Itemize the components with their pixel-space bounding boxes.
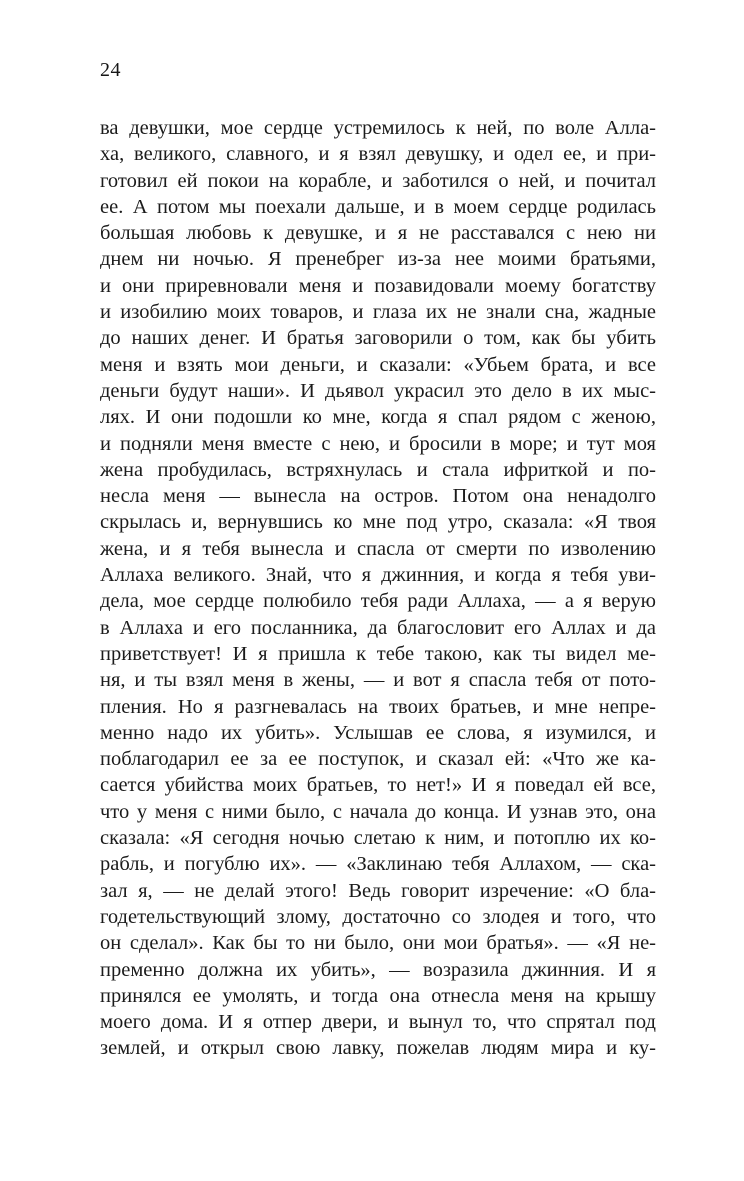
text-line: большая любовь к девушке, и я не расставался с нею ни bbox=[100, 222, 656, 245]
text-line: зал я, — не делай этого! Ведь говорит изречение: «О бла- bbox=[100, 879, 656, 902]
text-line: менно надо их убить». Услышав ее слова, я изумился, и bbox=[100, 721, 656, 744]
text-line: днем ни ночью. Я пренебрег из-за нее моими братьями, bbox=[100, 248, 656, 271]
text-line: землей, и открыл свою лавку, пожелав людям мира и ку- bbox=[100, 1037, 656, 1060]
text-line: пления. Но я разгневалась на твоих братьев, и мне непре- bbox=[100, 695, 656, 718]
text-line: скрылась и, вернувшись ко мне под утро, сказала: «Я твоя bbox=[100, 511, 656, 534]
text-line: ня, и ты взял меня в жены, — и вот я спасла тебя от пото- bbox=[100, 669, 656, 692]
page-number: 24 bbox=[100, 59, 121, 81]
text-line: ва девушки, мое сердце устремилось к ней, по воле Алла- bbox=[100, 117, 656, 139]
text-line: в Аллаха и его посланника, да благословит его Аллах и да bbox=[100, 616, 656, 639]
text-line: годетельствующий злому, достаточно со злодея и того, что bbox=[100, 905, 656, 928]
text-line: и изобилию моих товаров, и глаза их не знали сна, жадные bbox=[100, 301, 656, 324]
text-line: пременно должна их убить», — возразила джинния. И я bbox=[100, 958, 656, 981]
text-line: ее. А потом мы поехали дальше, и в моем сердце родилась bbox=[100, 195, 656, 218]
text-line: несла меня — вынесла на остров. Потом она ненадолго bbox=[100, 485, 656, 508]
text-line: принялся ее умолять, и тогда она отнесла меня на крышу bbox=[100, 984, 656, 1007]
text-line: жена пробудилась, встряхнулась и стала ифриткой и по- bbox=[100, 458, 656, 481]
text-line: ха, великого, славного, и я взял девушку, и одел ее, и при- bbox=[100, 143, 656, 166]
body-text-block bbox=[100, 115, 656, 1062]
text-line: сказала: «Я сегодня ночью слетаю к ним, и потоплю их ко- bbox=[100, 827, 656, 850]
text-line: рабль, и погублю их». — «Заклинаю тебя Аллахом, — ска- bbox=[100, 853, 656, 876]
text-line: готовил ей покои на корабле, и заботился о ней, и почитал bbox=[100, 169, 656, 192]
text-line: дела, мое сердце полюбило тебя ради Аллаха, — а я верую bbox=[100, 590, 656, 613]
text-line: и они приревновали меня и позавидовали моему богатству bbox=[100, 274, 656, 297]
text-line: сается убийства моих братьев, то нет!» И я поведал ей все, bbox=[100, 774, 656, 797]
text-line: что у меня с ними было, с начала до конца. И узнав это, она bbox=[100, 800, 656, 823]
text-line: и подняли меня вместе с нею, и бросили в море; и тут моя bbox=[100, 432, 656, 455]
text-line: Аллаха великого. Знай, что я джинния, и когда я тебя уви- bbox=[100, 564, 656, 587]
text-line: моего дома. И я отпер двери, и вынул то, что спрятал под bbox=[100, 1011, 656, 1034]
text-line: деньги будут наши». И дьявол украсил это дело в их мыс- bbox=[100, 379, 656, 402]
text-line: меня и взять мои деньги, и сказали: «Убьем брата, и все bbox=[100, 353, 656, 376]
text-line: лях. И они подошли ко мне, когда я спал рядом с женою, bbox=[100, 406, 656, 429]
text-line: приветствует! И я пришла к тебе такою, как ты видел ме- bbox=[100, 642, 656, 665]
text-line: до наших денег. И братья заговорили о том, как бы убить bbox=[100, 327, 656, 350]
text-line: жена, и я тебя вынесла и спасла от смерти по изволению bbox=[100, 537, 656, 560]
text-line: он сделал». Как бы то ни было, они мои братья». — «Я не- bbox=[100, 932, 656, 955]
text-line: поблагодарил ее за ее поступок, и сказал ей: «Что же ка- bbox=[100, 748, 656, 771]
